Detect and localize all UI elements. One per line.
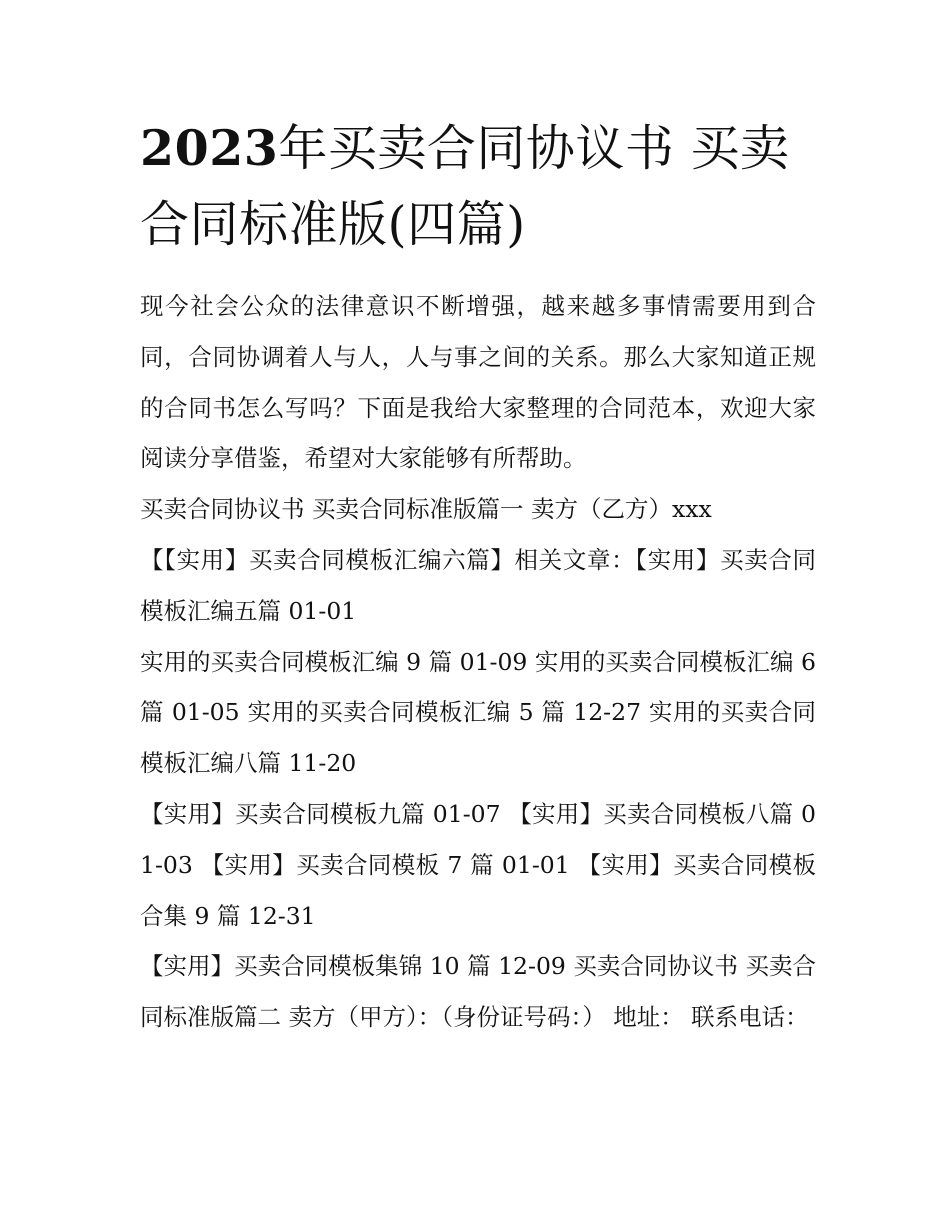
section-heading-1: 买卖合同协议书 买卖合同标准版篇一 卖方（乙方）xxx — [140, 495, 712, 524]
related-links-paragraph-2: 【实用】买卖合同模板九篇 01-07 【实用】买卖合同模板八篇 01-03 【实用】买卖合同模板 7 篇 01-01 【实用】买卖合同模板合集 9 篇 12-31 — [140, 799, 816, 930]
title-year: 2023 — [140, 119, 279, 177]
document-title — [140, 110, 816, 263]
intro-paragraph: 现今社会公众的法律意识不断增强，越来越多事情需要用到合同，合同协调着人与人，人与事之间的关系。那么大家知道正规的合同书怎么写吗？下面是我给大家整理的合同范本，欢迎大家阅读分享借鉴，希望对大家能够有所帮助。 — [140, 292, 816, 473]
related-articles-paragraph: 【【实用】买卖合同模板汇编六篇】相关文章：【实用】买卖合同模板汇编五篇 01-01 — [140, 545, 816, 625]
related-links-paragraph-3: 【实用】买卖合同模板集锦 10 篇 12-09 买卖合同协议书 买卖合同标准版篇二 卖方（甲方）：（身份证号码：） 地址： 联系电话： — [140, 952, 816, 1032]
related-links-paragraph-1: 实用的买卖合同模板汇编 9 篇 01-09 实用的买卖合同模板汇编 6 篇 01-05 实用的买卖合同模板汇编 5 篇 12-27 实用的买卖合同模板汇编八篇 11-20 — [140, 647, 816, 778]
title-text: 年买卖合同协议书 买卖合同标准版(四篇) — [140, 120, 790, 253]
document-page — [140, 110, 816, 1043]
